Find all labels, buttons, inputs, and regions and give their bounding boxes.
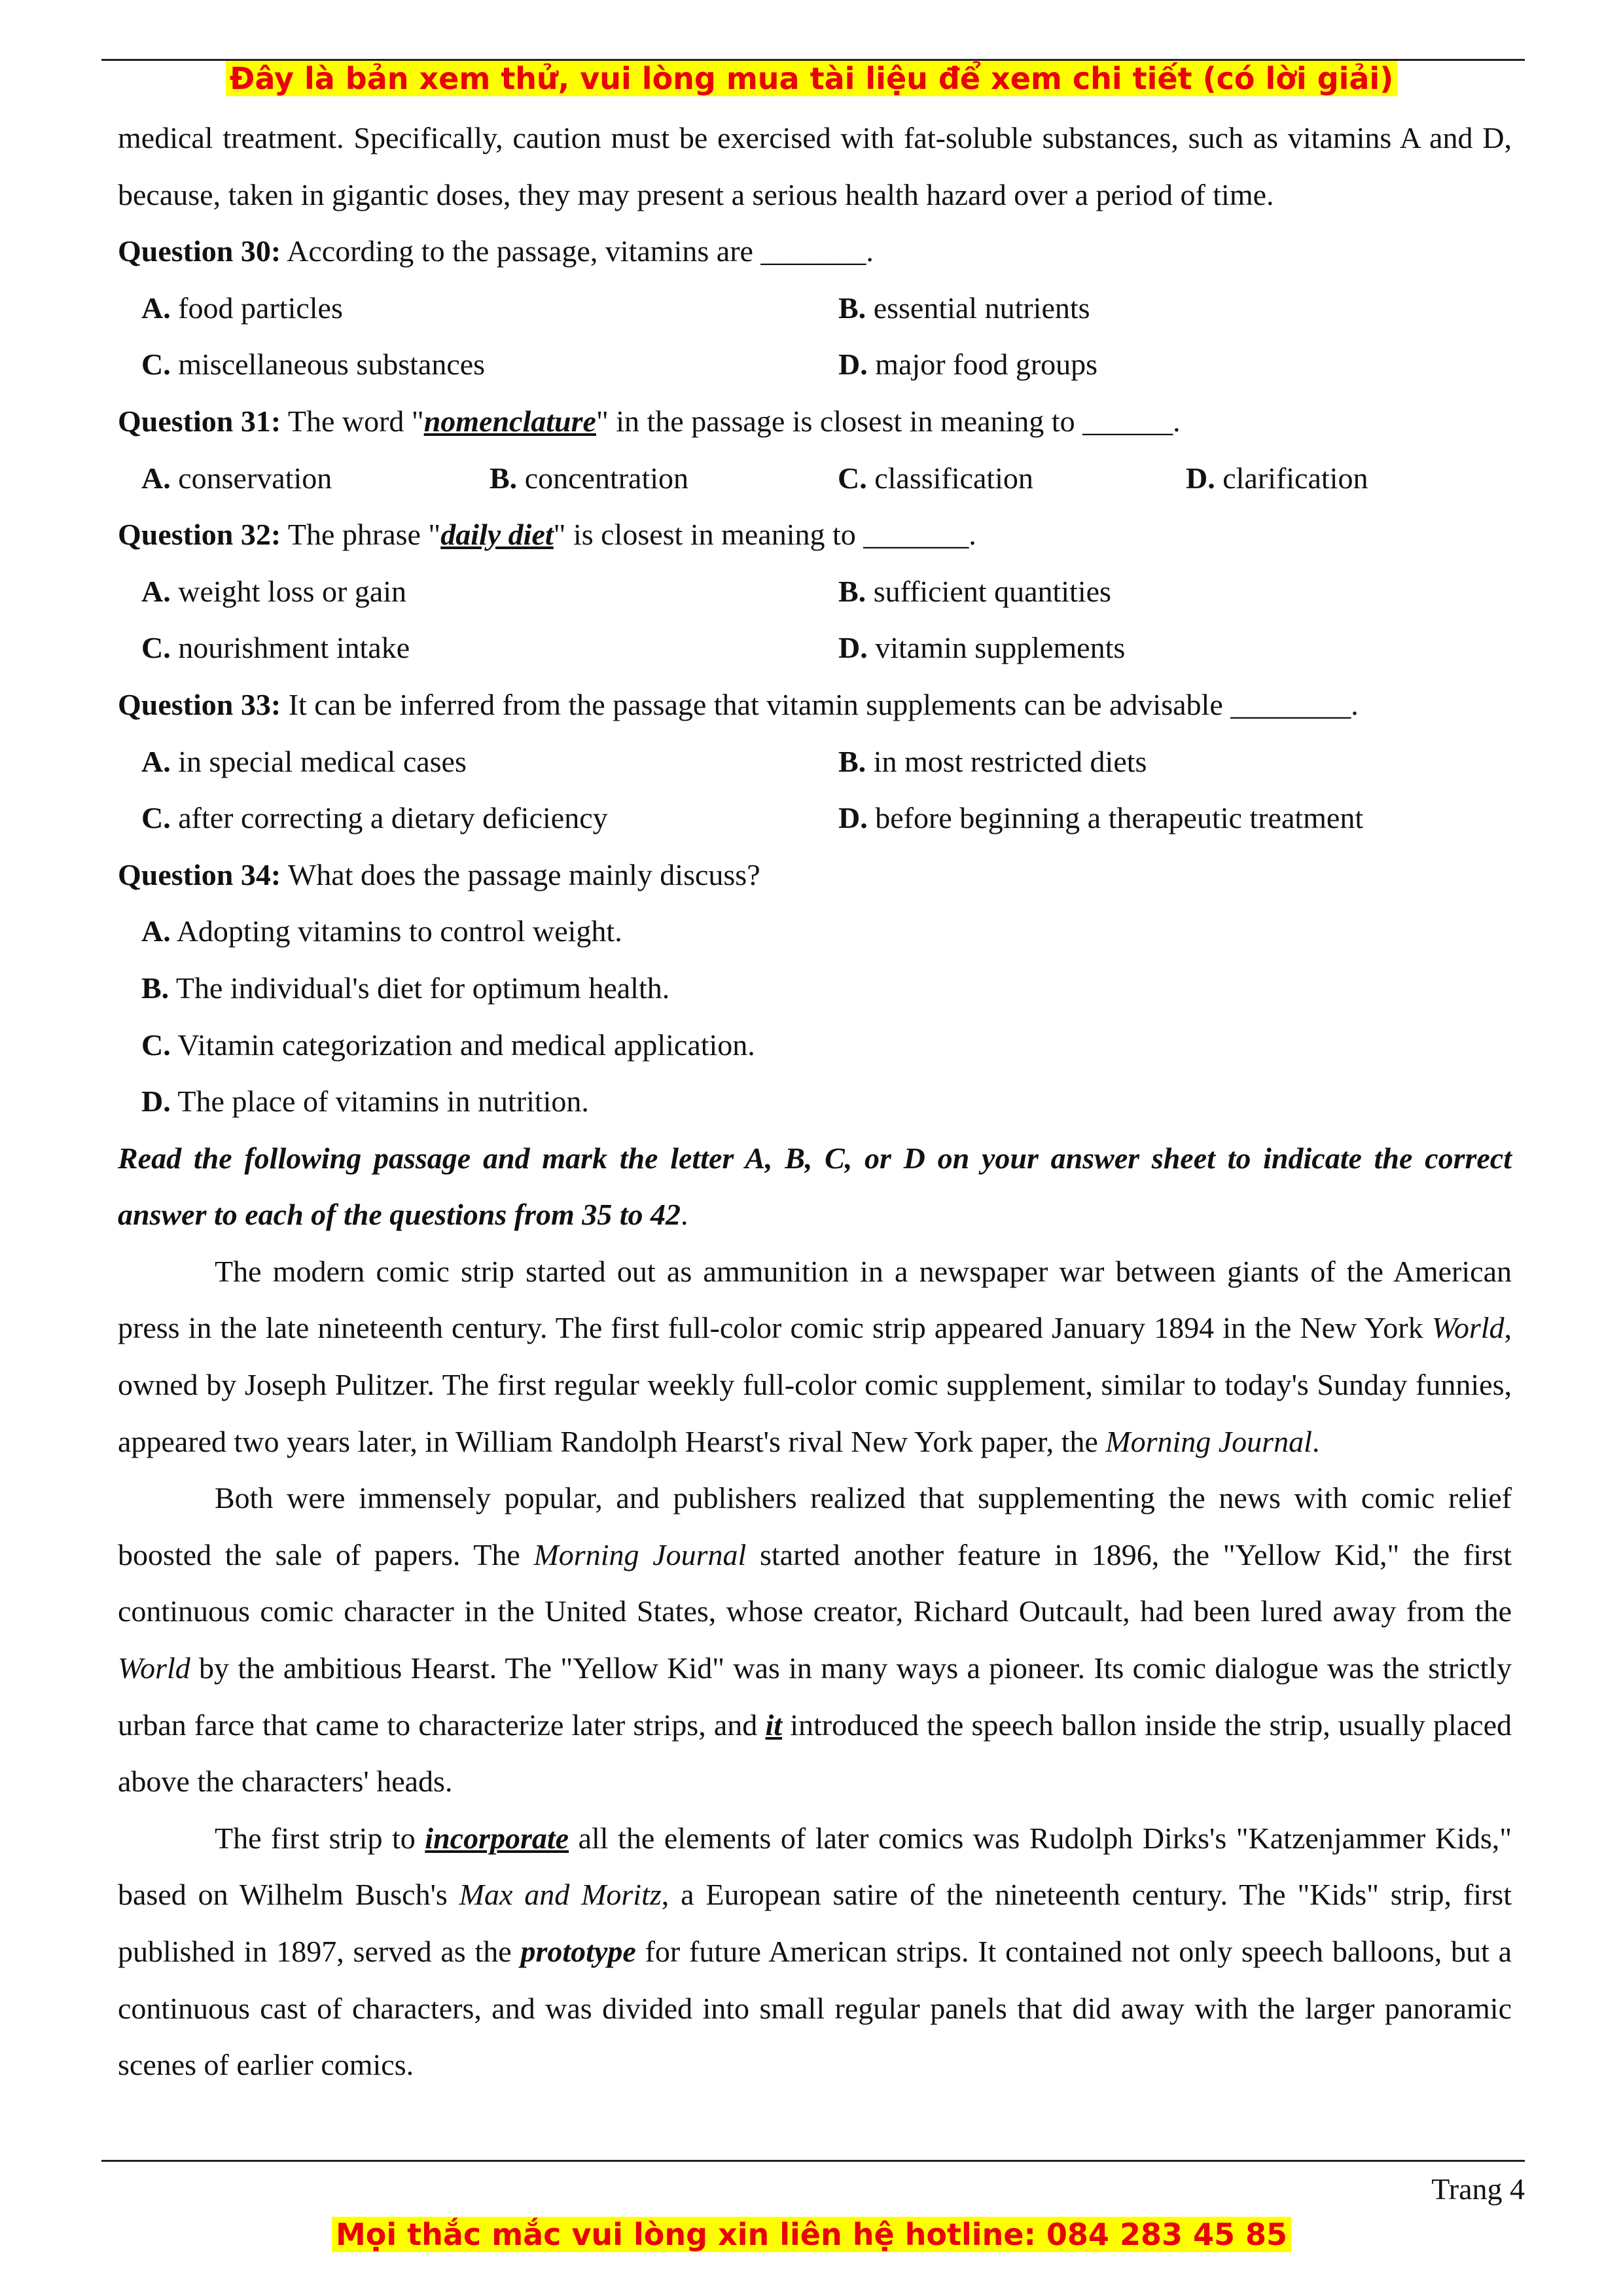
- option-letter: A.: [141, 744, 171, 778]
- option-text: concentration: [517, 461, 689, 495]
- highlighted-term: nomenclature: [423, 404, 596, 438]
- option-text: sufficient quantities: [866, 574, 1111, 608]
- passage-text: The modern comic strip started out as ammunition in a newspaper war between giants of the American press in the late nineteenth century. The first full-color comic strip appeared January 1894 in the New York: [118, 1254, 1512, 1345]
- option-text: essential nutrients: [866, 291, 1090, 325]
- option-c: [118, 336, 815, 393]
- option-letter: D.: [141, 1085, 171, 1119]
- question-stem-post: " in the passage is closest in meaning to ______.: [596, 404, 1181, 438]
- question-34: [118, 847, 1512, 904]
- question-32: [118, 507, 1512, 564]
- header-banner: [0, 59, 1623, 98]
- highlighted-term: incorporate: [425, 1821, 569, 1855]
- option-d: [815, 620, 1512, 677]
- question-33: [118, 677, 1512, 734]
- question-label: Question 33:: [118, 687, 281, 721]
- option-a: [118, 280, 815, 337]
- option-text: miscellaneous substances: [170, 348, 486, 382]
- option-b: [815, 564, 1512, 620]
- italic-title: Max and Moritz: [459, 1878, 662, 1912]
- option-letter: D.: [838, 801, 868, 835]
- option-letter: C.: [141, 1028, 171, 1062]
- question-stem: According to the passage, vitamins are _______.: [281, 234, 874, 268]
- options-31: [118, 450, 1512, 507]
- option-letter: D.: [1186, 461, 1215, 495]
- passage-tail: medical treatment. Specifically, caution must be exercised with fat-soluble substances, such as vitamins A and D, because, taken in gigantic doses, they may present a serious health hazard over a period of time.: [118, 121, 1512, 211]
- option-letter: A.: [141, 574, 171, 608]
- option-d: [118, 1073, 1512, 1130]
- italic-title: Morning Journal: [1105, 1424, 1312, 1458]
- footer-banner-text: Mọi thắc mắc vui lòng xin liên hệ hotline: 084 283 45 85: [332, 2217, 1291, 2252]
- footer-rule: [101, 2160, 1525, 2162]
- option-a: [118, 450, 466, 507]
- page-number: Trang 4: [1431, 2172, 1525, 2206]
- footer-banner: [0, 2215, 1623, 2254]
- italic-title: World: [1431, 1311, 1505, 1345]
- option-text: Adopting vitamins to control weight.: [170, 914, 622, 948]
- option-text: conservation: [170, 461, 332, 495]
- question-label: Question 34:: [118, 857, 281, 891]
- highlighted-term: prototype: [520, 1935, 636, 1968]
- option-letter: A.: [141, 461, 171, 495]
- passage-text: , owned by Joseph Pulitzer. The first regular weekly full-color comic supplement, similar to today's Sunday funnies, appeared two years later, in William Randolph Hearst's rival New York paper, the: [118, 1311, 1512, 1458]
- question-stem-pre: The phrase ": [281, 518, 441, 552]
- passage-text: Both were immensely popular, and publishers realized that supplementing the news with comic relief boosted the sale of papers. The: [118, 1481, 1512, 1571]
- question-30: [118, 223, 1512, 280]
- italic-title: World: [118, 1651, 190, 1685]
- option-letter: C.: [141, 348, 171, 382]
- question-label: Question 31:: [118, 404, 281, 438]
- option-b: [815, 280, 1512, 337]
- option-letter: A.: [141, 914, 171, 948]
- option-text: Vitamin categorization and medical application.: [170, 1028, 755, 1062]
- question-stem: What does the passage mainly discuss?: [281, 857, 760, 891]
- question-31: [118, 393, 1512, 450]
- option-b: [466, 450, 814, 507]
- option-text: vitamin supplements: [867, 631, 1126, 665]
- question-label: Question 32:: [118, 518, 281, 552]
- option-text: The individual's diet for optimum health.: [169, 971, 670, 1005]
- option-text: clarification: [1215, 461, 1368, 495]
- question-label: Question 30:: [118, 234, 281, 268]
- passage-text: all the elements of later comics was Rudolph Dirks's "Katzenjammer Kids," based on Wilhelm Busch's: [118, 1821, 1512, 1912]
- italic-title: Morning Journal: [533, 1537, 747, 1571]
- option-b: [815, 734, 1512, 791]
- option-text: major food groups: [867, 348, 1098, 382]
- passage-paragraph-3: [118, 1810, 1512, 2094]
- option-text: in special medical cases: [170, 744, 467, 778]
- instruction-text: Read the following passage and mark the letter A, B, C, or D on your answer sheet to indicate the correct answer to each of the questions from 35 to 42: [118, 1141, 1512, 1232]
- option-text: classification: [866, 461, 1033, 495]
- passage-text: by the ambitious Hearst. The "Yellow Kid" was in many ways a pioneer. Its comic dialogue was the strictly urban farce that came to characterize later strips, and: [118, 1651, 1512, 1742]
- option-letter: C.: [141, 631, 171, 665]
- question-stem-pre: The word ": [281, 404, 424, 438]
- option-letter: B.: [838, 744, 866, 778]
- options-33b: [118, 790, 1512, 847]
- option-letter: A.: [141, 291, 171, 325]
- option-d: [815, 336, 1512, 393]
- page-content: [118, 110, 1512, 2094]
- section-instruction: [118, 1130, 1512, 1244]
- option-text: after correcting a dietary deficiency: [170, 801, 608, 835]
- options-33: [118, 734, 1512, 791]
- passage-paragraph-1: [118, 1244, 1512, 1470]
- option-a: [118, 564, 815, 620]
- option-text: in most restricted diets: [866, 744, 1147, 778]
- question-stem: It can be inferred from the passage that vitamin supplements can be advisable ________.: [281, 687, 1359, 721]
- option-d: [815, 790, 1512, 847]
- instruction-end: .: [681, 1198, 688, 1232]
- option-letter: D.: [838, 631, 868, 665]
- question-stem-post: " is closest in meaning to _______.: [553, 518, 976, 552]
- passage-text: introduced the speech ballon inside the strip, usually placed above the characters' heads.: [118, 1708, 1512, 1799]
- option-b: [118, 960, 1512, 1017]
- option-c: [814, 450, 1162, 507]
- option-text: weight loss or gain: [170, 574, 407, 608]
- option-text: before beginning a therapeutic treatment: [867, 801, 1364, 835]
- passage-text: , a European satire of the nineteenth century. The "Kids" strip, first published in 1897, served as the: [118, 1878, 1512, 1968]
- option-letter: B.: [838, 291, 866, 325]
- option-d: [1162, 450, 1510, 507]
- header-banner-text: Đây là bản xem thử, vui lòng mua tài liệu để xem chi tiết (có lời giải): [226, 61, 1397, 96]
- options-30b: [118, 336, 1512, 393]
- option-c: [118, 790, 815, 847]
- option-letter: B.: [490, 461, 518, 495]
- options-30: [118, 280, 1512, 337]
- option-text: The place of vitamins in nutrition.: [170, 1085, 589, 1119]
- passage-paragraph-2: [118, 1470, 1512, 1810]
- option-c: [118, 1017, 1512, 1074]
- option-c: [118, 620, 815, 677]
- options-32: [118, 564, 1512, 620]
- option-letter: B.: [838, 574, 866, 608]
- options-32b: [118, 620, 1512, 677]
- option-text: nourishment intake: [170, 631, 410, 665]
- passage-text: started another feature in 1896, the "Yellow Kid," the first continuous comic character in the United States, whose creator, Richard Outcault, had been lured away from the: [118, 1537, 1512, 1628]
- option-letter: C.: [141, 801, 171, 835]
- option-text: food particles: [170, 291, 343, 325]
- passage-text: for future American strips. It contained not only speech balloons, but a continuous cast of characters, and was divided into small regular panels that did away with the larger panoramic scenes of earlier comics.: [118, 1935, 1512, 2082]
- highlighted-term: it: [765, 1708, 783, 1742]
- option-letter: D.: [838, 348, 868, 382]
- highlighted-term: daily diet: [440, 518, 554, 552]
- option-letter: C.: [838, 461, 867, 495]
- option-a: [118, 734, 815, 791]
- passage-text: The first strip to: [215, 1821, 425, 1855]
- passage-text: .: [1311, 1424, 1320, 1458]
- option-letter: B.: [141, 971, 169, 1005]
- option-a: [118, 903, 1512, 960]
